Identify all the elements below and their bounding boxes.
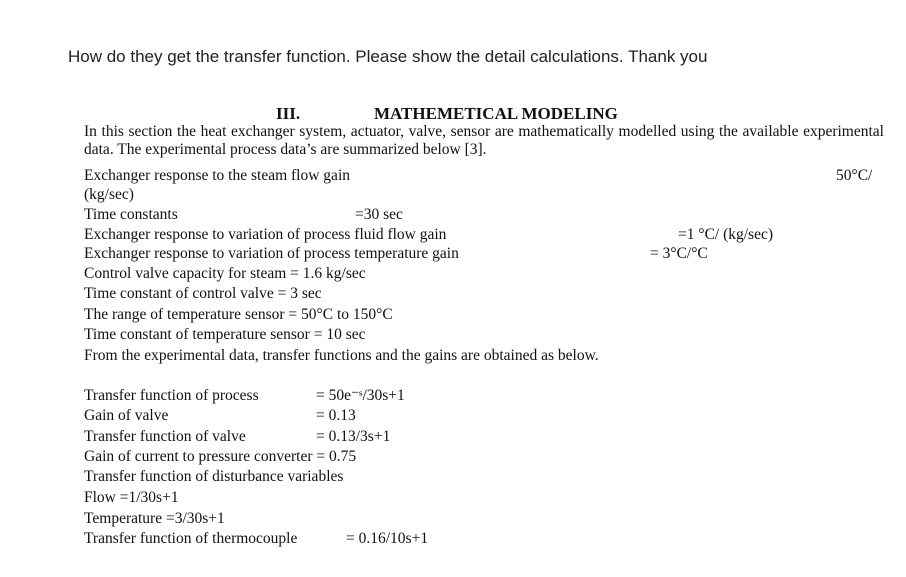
steam-gain-label: Exchanger response to the steam flow gain bbox=[84, 167, 350, 184]
fluid-flow-label: Exchanger response to variation of process fluid flow gain bbox=[84, 226, 447, 243]
thermocouple-tf-label: Transfer function of thermocouple bbox=[84, 530, 298, 547]
process-tf-value: = 50e⁻ˢ/30s+1 bbox=[316, 387, 405, 404]
ip-converter-gain: Gain of current to pressure converter = 0.75 bbox=[84, 448, 357, 465]
process-tf-label: Transfer function of process bbox=[84, 387, 259, 404]
valve-tf-value: = 0.13/3s+1 bbox=[316, 428, 391, 445]
disturbance-label: Transfer function of disturbance variables bbox=[84, 468, 344, 485]
valve-gain-value: = 0.13 bbox=[316, 407, 356, 424]
temp-gain-label: Exchanger response to variation of process temperature gain bbox=[84, 245, 459, 262]
fluid-flow-value: =1 °C/ (kg/sec) bbox=[678, 226, 774, 243]
valve-tf-label: Transfer function of valve bbox=[84, 428, 246, 445]
temp-gain-value: = 3°C/°C bbox=[650, 245, 708, 262]
valve-time-constant: Time constant of control valve = 3 sec bbox=[84, 285, 322, 302]
temperature-tf: Temperature =3/30s+1 bbox=[84, 510, 225, 527]
summary-text: From the experimental data, transfer functions and the gains are obtained as below. bbox=[84, 347, 599, 364]
question-text: How do they get the transfer function. Please show the detail calculations. Thank you bbox=[68, 47, 708, 66]
flow-tf: Flow =1/30s+1 bbox=[84, 489, 179, 506]
time-constants-value: =30 sec bbox=[355, 206, 403, 223]
valve-capacity: Control valve capacity for steam = 1.6 kg/sec bbox=[84, 265, 366, 282]
steam-gain-unit: (kg/sec) bbox=[84, 186, 134, 203]
time-constants-label: Time constants bbox=[84, 206, 178, 223]
steam-gain-value: 50°C/ bbox=[836, 167, 873, 184]
thermocouple-tf-value: = 0.16/10s+1 bbox=[346, 530, 429, 547]
section-title: MATHEMETICAL MODELING bbox=[374, 104, 618, 123]
sensor-time-constant: Time constant of temperature sensor = 10 sec bbox=[84, 326, 366, 343]
sensor-range: The range of temperature sensor = 50°C to 150°C bbox=[84, 306, 393, 323]
valve-gain-label: Gain of valve bbox=[84, 407, 169, 424]
intro-paragraph: In this section the heat exchanger system, actuator, valve, sensor are mathematically modelled using the available experimental data. The experimental process data’s are summarized below [3]. bbox=[84, 123, 884, 158]
section-number: III. bbox=[276, 104, 301, 123]
